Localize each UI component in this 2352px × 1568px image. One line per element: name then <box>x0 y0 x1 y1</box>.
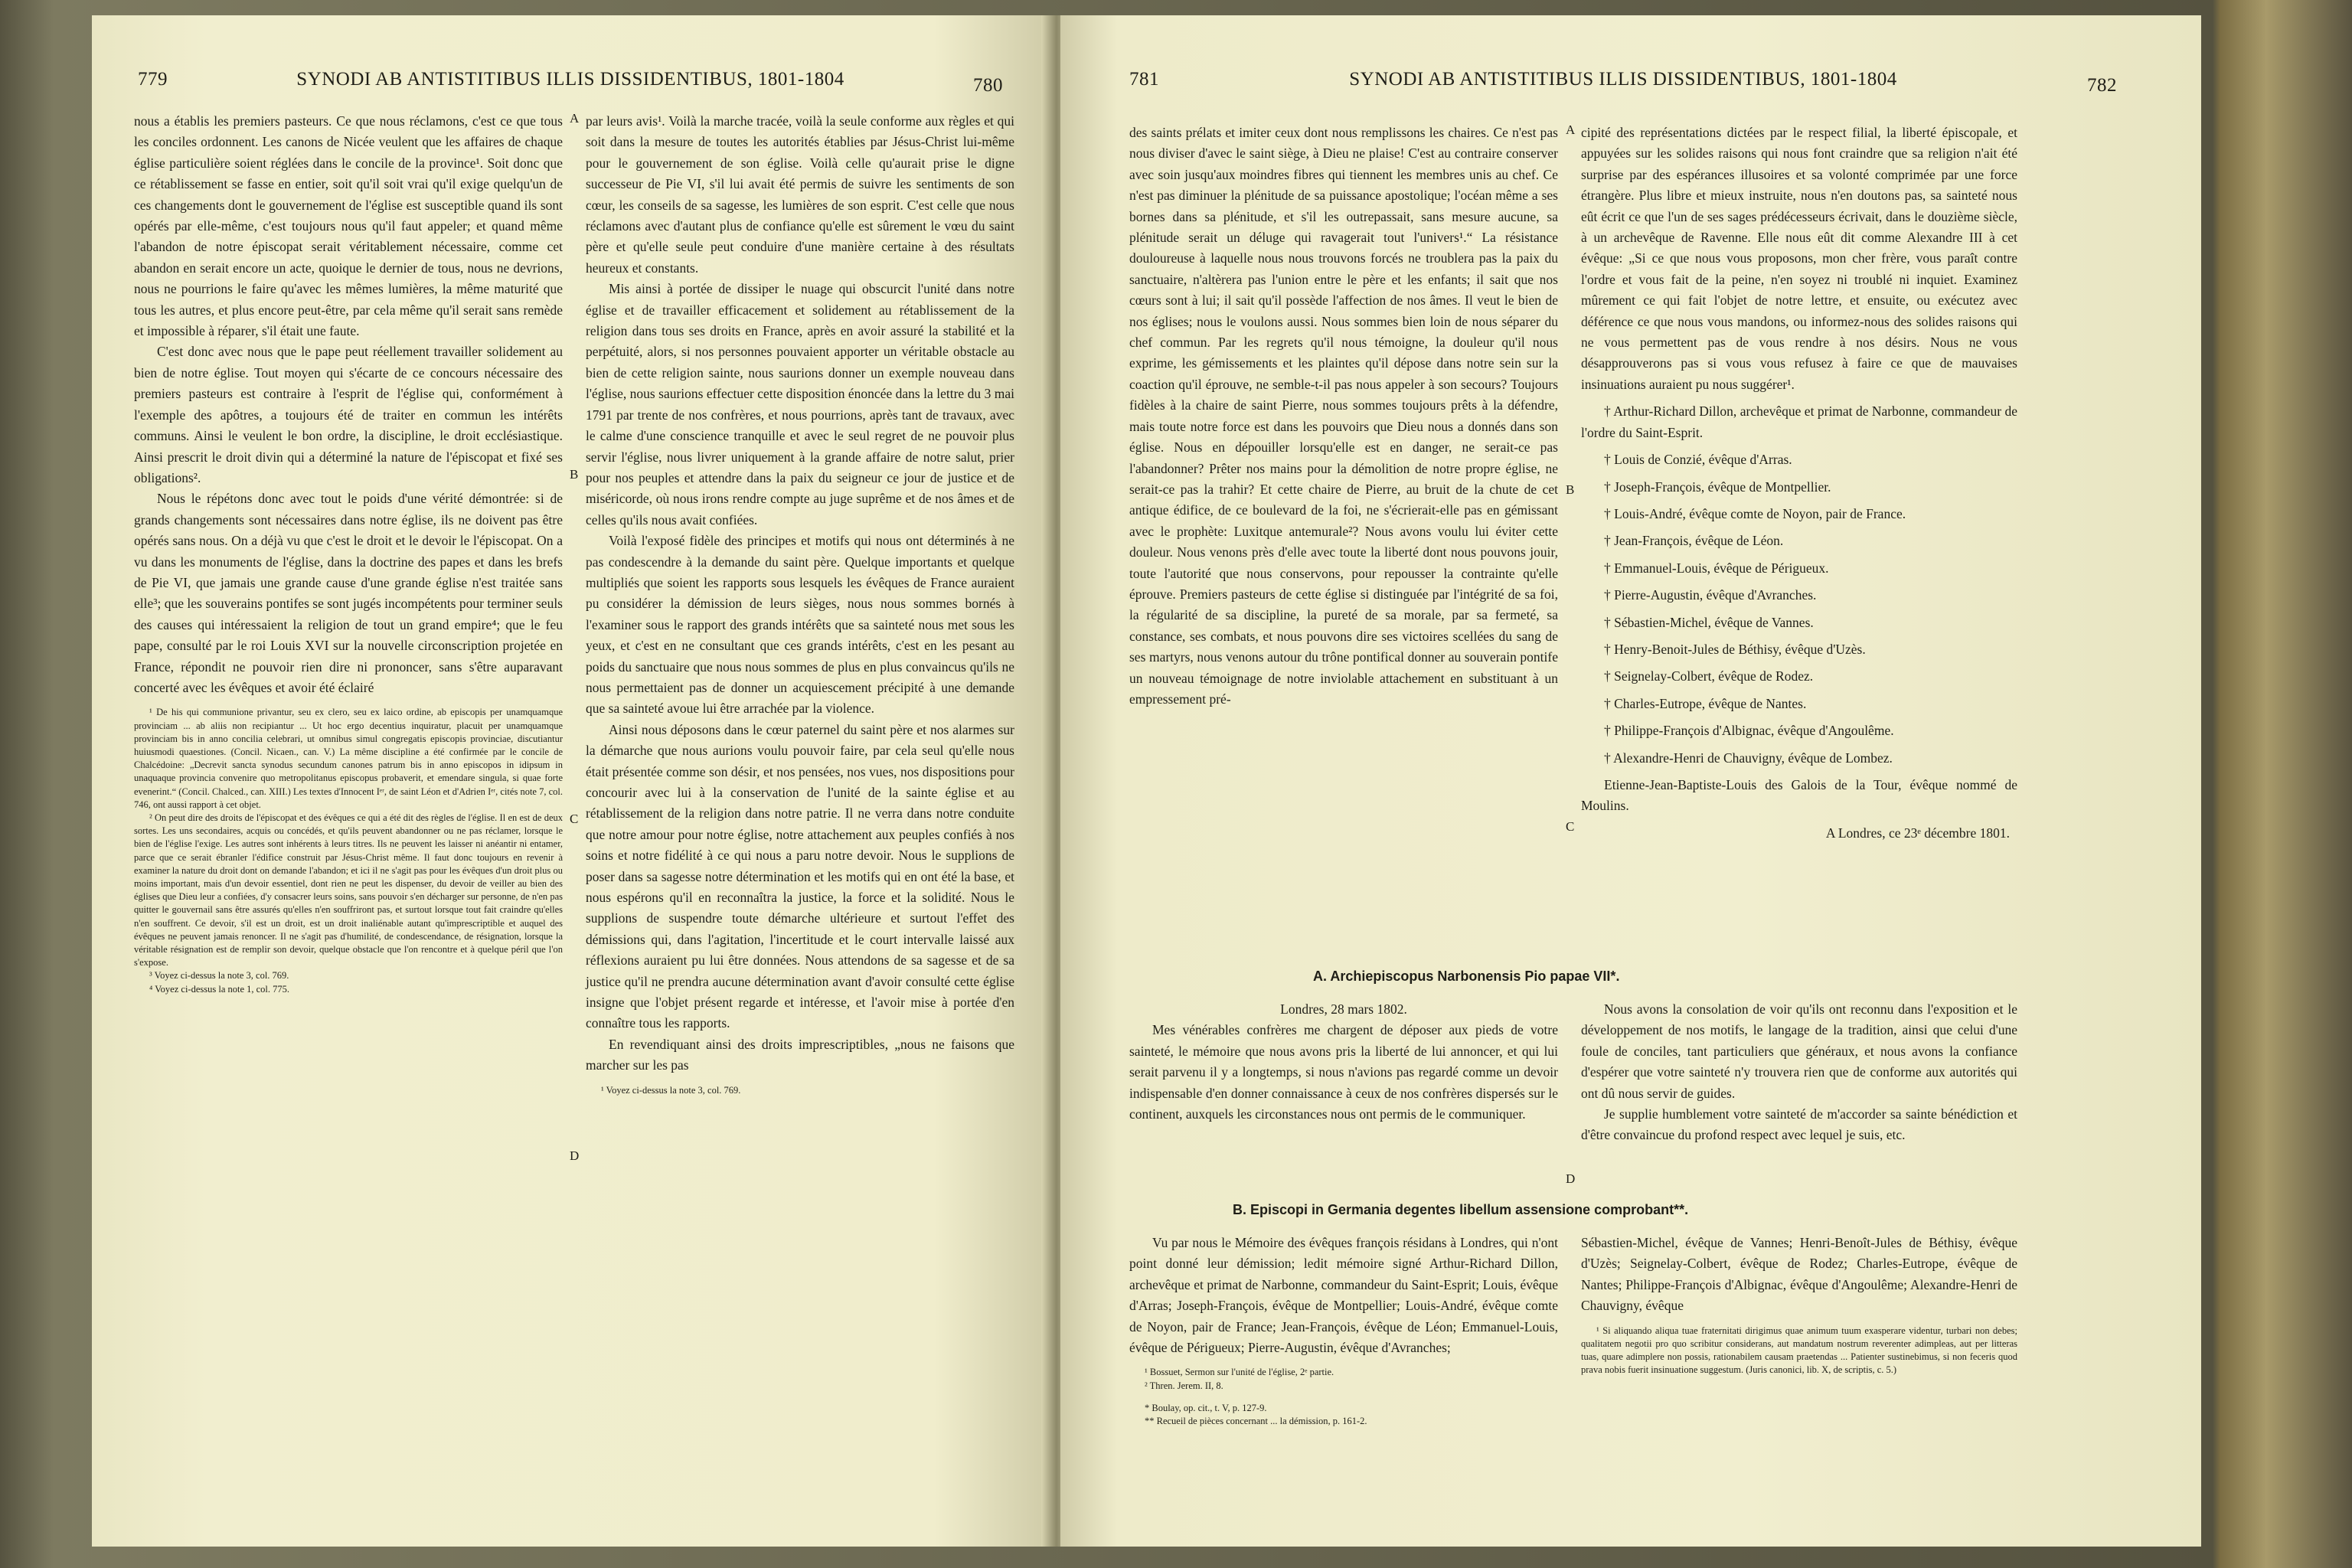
page-number-779: 779 <box>138 69 168 90</box>
footnote: ¹ De his qui communione privantur, seu ex clero, seu ex laico ordine, ab episcopis per unamquamque provinciam ... ab aliis non recipiantur ... Ut hoc ergo decentius inquiratur, placuit per unamquamque provinciam bis in anno concilia celebrari, ut omnibus simul congregatis episcopis provinciae, discutiantur huiusmodi quaestiones. (Concil. Nicaen., can. V.) La même discipline a été confirmée par le concile de Chalcédoine: „Decrevit sancta synodus secundum canones patrum bis in anno episcopos in idipsum in unaquaque provincia convenire quo metropolitanus episcopus probaverit, et emendare singula, si quae forte evenerint.“ (Concil. Chalced., can. XIII.) Les textes d'Innocent Iᵉʳ, de saint Léon et d'Adrien Iᵉʳ, cités note 7, col. 746, ont aussi rapport à cet objet. <box>134 707 563 810</box>
footnote: ¹ Voyez ci-dessus la note 3, col. 769. <box>601 1084 741 1096</box>
margin-marker-d-right: D <box>1566 1171 1576 1186</box>
paragraph: Mes vénérables confrères me chargent de déposer aux pieds de votre sainteté, le mémoire que nous avons pris la liberté de lui annoncer, et qui lui serait parvenu il y a longtemps, si nous n'avions pas regardé comme un devoir indispensable d'en donner connaissance à ceux de nos confrères dispersés sur le continent, auxquels les circonstances nous ont permis de le communiquer. <box>1129 1022 1558 1122</box>
paragraph: Mis ainsi à portée de dissiper le nuage qui obscurcit l'unité dans notre église et de travailler efficacement et solidement au rétablissement de la religion dans tous ses droits en France, après en avoir assuré la stabilité et la perpétuité, alors, si nos personnes pouvaient apporter un véritable obstacle au bien de cette religion sainte, nous saurions donner un exemple nouveau dans l'église, nous saurions effectuer cette disposition énoncée dans la lettre du 3 mai 1791 par trente de nos confrères, et nous pourrions, après tant de travaux, avec le calme d'une conscience tranquille et avec le seul regret de ne pouvoir plus servir l'église, nous livrer uniquement à la grande affaire de notre salut, prier pour nos peuples et attendre dans la paix du seigneur ce jour de justice et de miséricorde, où nous irons rendre compte au juge suprême et de nos âmes et de celles qu'ils nous avait confiées. <box>586 281 1014 528</box>
margin-marker-b-right: B <box>1566 482 1575 497</box>
footnote: ² On peut dire des droits de l'épiscopat et des évêques ce qui a été dit des règles de l'église. Il en est de deux sortes. Les uns secondaires, acquis ou concédés, et qu'ils peuvent abandonner ou ne pas réclamer, lorsque le bien de l'église l'exige. Les autres sont inhérents à leurs titres. Ils ne peuvent les laisser ni anéantir ni entamer, parce que ce serait ébranler l'édifice construit par Jésus-Christ même. Il faut donc toujours en revenir à examiner la nature du droit dont on demande l'abandon; et ici il ne s'agit pas pour les évêques d'un droit plus ou moins important, mais d'un devoir essentiel, dont rien ne peut les dispenser, du devoir de veiller au bien des églises que Dieu leur a confiées, d'y consacrer leurs soins, sans pouvoir s'en décharger sur personne, de n'en pas quitter le gouvernail sans être assurés qu'elles n'en souffriront pas, et surtout lorsque tout fait craindre qu'elles n'en souffrent. Ce devoir, s'il est un droit, est un droit inaliénable autant qu'imprescriptible et auquel des évêques ne peuvent jamais renoncer. Il ne s'agit pas d'humilité, de condescendance, de résignation, lorsque la véritable résignation est de remplir son devoir, quelque obstacle que l'on rencontre et à quelque péril que l'on s'expose. <box>134 812 563 969</box>
margin-marker-a: A <box>570 111 580 126</box>
page-number-780: 780 <box>973 75 1003 96</box>
footnote: ** Recueil de pièces concernant ... la démission, p. 161-2. <box>1145 1416 1367 1427</box>
paragraph: Nous avons la consolation de voir qu'ils ont reconnu dans l'exposition et le développement de nos motifs, le langage de la tradition, ainsi que celui d'une foule de conciles, tant particuliers que généraux, et nous avons la confiance d'espérer que votre sainteté n'y trouvera rien que de conforme aux autorités qui ont dû nous servir de guides. <box>1581 1001 2017 1101</box>
paragraph: Voilà l'exposé fidèle des principes et motifs qui nous ont déterminés à ne pas condescendre à la demande du saint père. Quelque importants et quelque multipliés que soient les rapports sous lesquels les évêques de France auraient pu considérer la démission de leurs sièges, nous nous sommes bornés à l'examiner sous le rapport des grands intérêts que sa sainteté nous met sous les yeux, et c'est en ne consultant que ces grands intérêts, c'est en les pesant au poids du sanctuaire que nous nous sommes de plus en plus convaincus qu'ils ne nous permettaient pas de donner un acquiescement précipité à une demande que sa sainteté avoue lui être arrachée par la violence. <box>586 533 1014 717</box>
page-number-782: 782 <box>2087 75 2117 96</box>
running-title-left: SYNODI AB ANTISTITIBUS ILLIS DISSIDENTIBUS, 1801-1804 <box>296 69 844 90</box>
footnotes-right-col3 <box>1129 1366 1558 1428</box>
running-title-right: SYNODI AB ANTISTITIBUS ILLIS DISSIDENTIBUS, 1801-1804 <box>1349 69 1897 90</box>
paragraph: nous a établis les premiers pasteurs. Ce que nous réclamons, c'est ce que tous les conciles ordonnent. Les canons de Nicée veulent que les affaires de chaque église particulière soient réglées dans le concile de la province¹. Soit donc que ce rétablissement se fasse en entier, soit qu'il soit vrai qu'il exige quelqu'un de ces changements dont le gouvernement de l'église est susceptible quand ils sont opérés par elle-même, c'est toujours nous qu'il faut appeler; et quand même l'abandon de notre épiscopat serait véritablement nécessaire, comme cet abandon en serait encore un acte, quoique le dernier de tous, nous ne devrions, nous ne pourrions le faire qu'avec les mêmes lumières, la même maturité que tous les autres, et plus encore peut-être, par cela même qu'il serait sans remède et impossible à réparer, s'il était une faute. <box>134 113 563 339</box>
section-b-column-3 <box>1129 1233 1558 1428</box>
paragraph: Je supplie humblement votre sainteté de m'accorder sa sainte bénédiction et d'être convaincue du profond respect avec lequel je suis, etc. <box>1581 1106 2017 1143</box>
signature: Etienne-Jean-Baptiste-Louis des Galois de la Tour, évêque nommé de Moulins. <box>1581 776 2017 814</box>
signature: † Arthur-Richard Dillon, archevêque et primat de Narbonne, commandeur de l'ordre du Saint-Esprit. <box>1581 403 2017 440</box>
footnote: ³ Voyez ci-dessus la note 3, col. 769. <box>149 970 289 982</box>
paragraph: par leurs avis¹. Voilà la marche tracée, voilà la seule conforme aux règles et qui soit dans la mesure de toutes les autorités établies par Jésus-Christ lui-même pour le gouvernement de son église. Voilà celle qu'aurait prise le digne successeur de Pie VI, s'il lui avait été permis de suivre les sentiments de son cœur, les conseils de sa sagesse, les lumières de son esprit. C'est celle que nous réclamons avec d'autant plus de confiance qu'elle est sûrement le vœu du saint père et qu'elle seule peut conduire d'une manière certaine à des résultats heureux et constants. <box>586 113 1014 276</box>
footnote: ¹ Si aliquando aliqua tuae fraternitati dirigimus quae animum tuum exasperare videntur, turbari non debes; qualitatem negotii pro quo scribitur considerans, aut mandatum nostrum reverenter adimpleas, aut per litteras tuas, quare adimplere non possis, rationabilem causam praetendas ... Patienter sustinebimus, si non feceris quod prava nobis fuerit insinuatione suggestum. (Juris canonici, lib. X, de scriptis, c. 5.) <box>1581 1325 2017 1376</box>
signature: † Philippe-François d'Albignac, évêque d'Angoulême. <box>1604 723 1894 739</box>
left-running-head <box>138 69 1003 100</box>
heading-section-b: B. Episcopi in Germania degentes libellum assensione comprobant**. <box>1233 1202 1689 1217</box>
paragraph: En revendiquant ainsi des droits imprescriptibles, „nous ne faisons que marcher sur les pas <box>586 1036 1014 1073</box>
footnotes-left-col1 <box>134 706 563 995</box>
footnote: ⁴ Voyez ci-dessus la note 1, col. 775. <box>149 983 290 995</box>
left-column-2 <box>586 111 1014 1097</box>
margin-marker-a-right: A <box>1566 122 1576 137</box>
paragraph: C'est donc avec nous que le pape peut réellement travailler solidement au bien de notre église. Tout moyen qui s'écarte de ce concours nécessaire des premiers pasteurs est contraire à l'esprit de l'église qui, conformément à l'exemple des apôtres, a toujours été de traiter en commun les intérêts communs. Ainsi le veulent le bon ordre, la discipline, le droit ecclésiastique. Ainsi prescrit le droit divin qui a déterminé la nature de l'épiscopat et fixé ses obligations². <box>134 344 563 485</box>
signature: † Charles-Eutrope, évêque de Nantes. <box>1604 695 1807 711</box>
paragraph: Nous le répétons donc avec tout le poids d'une vérité démontrée: si de grands changements sont nécessaires dans notre église, ils ne doivent pas être opérés sans nous. On a déjà vu que c'est le droit et le devoir le l'épiscopat. On a vu dans les monuments de l'église, dans la doctrine des papes et dans les brefs de Pie VI, que jamais une grande cause d'une grande église n'est traitée sans elle³; que les souverains pontifes se sont jugés incompétents pour terminer seuls des causes qui intéressaient la religion de tout un grand empire⁴; que le feu pape, consulté par le roi Louis XVI sur la nouvelle circonscription projetée en France, répondit ne pouvoir rien dire ni prononcer, sans s'être auparavant concerté avec les évêques et avoir été éclairé <box>134 491 563 695</box>
paragraph: des saints prélats et imiter ceux dont nous remplissons les chaires. Ce n'est pas nous diviser d'avec le saint siège, à Dieu ne plaise! C'est au contraire conserver avec soin jusqu'aux moindres fibres qui tiennent les membres unis au chef. Ce n'est pas diminuer la plénitude de sa puissance apostolique; l'océan même a ses bornes dans sa plénitude, et s'il les outrepassait, sans mesure aucune, sa plénitude serait un déluge qui ravagerait tout l'univers¹.“ La résistance douloureuse à laquelle nous nous trouvons forcés ne troublera pas la paix du sanctuaire, n'altèrera pas l'union entre le père et les enfants; il sait que nos cœurs sont à lui; il sait qu'il possède l'affection de nos âmes. Il veut le bien de nos églises; nous le voulons aussi. Nous sommes bien loin de nous séparer du chef commun. Par les regrets qu'il nous témoigne, la douleur qu'il nous exprime, les gémissements et les plaintes qu'il dépose dans notre sein sur la coaction qu'il éprouve, ne semble-t-il pas nous appeler à son secours? Toujours fidèles à la chaire de saint Pierre, nous sommes toujours prêts à la défendre, mais toute notre force est dans les pouvoirs que Dieu nous a donnés dans son église. Nous en dépouiller lorsqu'elle est en danger, ne serait-ce pas l'abandonner? Prêter nos mains pour la démolition de notre propre église, ne serait-ce pas la trahir? Et cette chaire de Pierre, au bruit de la chute de cet antique édifice, de ce boulevard de la foi, ne s'écrierait-elle pas en gémissant avec le prophète: Luxitque antemurale²? Nous avons voulu lui éviter cette douleur. Nous venons près d'elle avec toute la liberté dont nous pouvons jouir, toute l'autorité que nous conservons, pour repousser la contrainte qu'elle éprouve. Premiers pasteurs de cette église si distinguée par l'intégrité de sa foi, la régularité de sa discipline, la pureté de sa morale, par sa fermeté, sa constance, ses combats, et nous pouvons dire ses victoires scellées du sang de ses martyrs, nous venons autour du trône pontifical donner au souverain pontife un nouveau témoignage de notre inviolable attachement en substituant à un empressement pré- <box>1129 125 1558 707</box>
right-running-head <box>1129 69 2117 100</box>
signature: † Pierre-Augustin, évêque d'Avranches. <box>1604 587 1817 603</box>
signature: † Louis-André, évêque comte de Noyon, pair de France. <box>1604 505 1906 521</box>
margin-marker-c-right: C <box>1566 819 1575 834</box>
right-page <box>1060 15 2201 1547</box>
footnotes-right-col4 <box>1581 1325 2017 1377</box>
footnotes-left-col2 <box>586 1084 1014 1097</box>
paragraph: Ainsi nous déposons dans le cœur paternel du saint père et nos alarmes sur la démarche que nous aurions voulu pouvoir faire, par cela seul qu'elle nous était présentée comme son désir, et nos pensées, nos vues, nos dispositions pour concourir avec lui à la conservation de l'unité de la sainte église et au rétablissement de la religion dans notre patrie. Il ne verra dans notre conduite que notre amour pour notre église, notre attachement aux peuples confiés à nos soins et notre fidélité à ce qui nous a paru notre devoir. Nous le supplions de poser dans sa sagesse notre détermination et les motifs qui en ont été la base, et nous espérons qu'il en reconnaîtra la justice, la force et la solidité. Nous le supplions de suspendre toute démarche ultérieure et surtout l'effet des démissions qui, dans l'agitation, l'incertitude et le court intervalle laissé aux réflexions auraient pu lui être données. Nous attendons de sa sagesse et de sa justice qu'il ne prendra aucune détermination avant d'avoir consulté cette église insigne que l'objet présent regarde et intéresse, et l'avoir mise à portée d'en connaître tous les rapports. <box>586 721 1014 1031</box>
signature-date: A Londres, ce 23ᵉ décembre 1801. <box>1825 825 2010 841</box>
margin-marker-d: D <box>570 1148 580 1163</box>
footnote: ¹ Bossuet, Sermon sur l'unité de l'église, 2ᵉ partie. <box>1145 1367 1334 1378</box>
paragraph: cipité des représentations dictées par le respect filial, la liberté épiscopale, et appuyées sur les solides raisons qui nous font craindre que sa religion n'ait été surprise par des espérances illusoires et sa volonté comprimée par une force étrangère. Plus libre et mieux instruite, nous n'en doutons pas, sa sainteté nous eût écrit ce que l'un de ses sages prédécesseurs écrivait, dans le douzième siècle, à un archevêque de Ravenne. Elle nous eût dit comme Alexandre III à cet évêque: „Si ce que nous vous proposons, mon cher frère, vous paraît contre l'ordre et vous fait de la peine, n'en soyez ni troublé ni inquiet. Examinez mûrement ce qui fait l'objet de notre lettre, et ensuite, ou exécutez avec déférence ce que nous vous mandons, ou informez-nous des solides raisons qui ne vous permettent pas de vous rendre à nos désirs. Nous ne vous désapprouverons pas si vous vous refusez à faire ce que de mauvaises insinuations auraient pu nous suggérer¹. <box>1581 125 2017 392</box>
signature: † Alexandre-Henri de Chauvigny, évêque de Lombez. <box>1604 750 1893 766</box>
paragraph: Sébastien-Michel, évêque de Vannes; Henri-Benoît-Jules de Béthisy, évêque d'Uzès; Seignelay-Colbert, évêque de Rodez; Charles-Eutrope, évêque de Nantes; Philippe-François d'Albignac, évêque d'Angoulême; Alexandre-Henri de Chauvigny, évêque <box>1581 1235 2017 1314</box>
section-a-column-4 <box>1581 999 2017 1146</box>
left-page <box>92 15 1049 1547</box>
footnote: ² Thren. Jerem. II, 8. <box>1145 1380 1223 1391</box>
section-a-column-3 <box>1129 999 1558 1125</box>
signature: † Jean-François, évêque de Léon. <box>1604 533 1784 549</box>
margin-marker-c: C <box>570 812 579 826</box>
signature: † Joseph-François, évêque de Montpellier. <box>1604 479 1831 495</box>
signature: † Emmanuel-Louis, évêque de Périgueux. <box>1604 560 1829 576</box>
signature: † Louis de Conzié, évêque d'Arras. <box>1604 452 1792 468</box>
paragraph: Vu par nous le Mémoire des évêques françois résidans à Londres, qui n'ont point donné leur démission; ledit mémoire signé Arthur-Richard Dillon, archevêque et primat de Narbonne, commandeur du Saint-Esprit; Louis, évêque d'Arras; Joseph-François, évêque de Montpellier; Louis-André, évêque comte de Noyon, pair de France; Jean-François, évêque de Léon; Emmanuel-Louis, évêque de Périgueux; Pierre-Augustin, évêque d'Avranches; <box>1129 1235 1558 1356</box>
right-column-3 <box>1129 122 1558 710</box>
signature: † Henry-Benoit-Jules de Béthisy, évêque d'Uzès. <box>1604 641 1866 657</box>
signature: † Sébastien-Michel, évêque de Vannes. <box>1604 614 1814 630</box>
margin-marker-b: B <box>570 467 579 482</box>
left-column-1 <box>134 111 563 996</box>
signature: † Seignelay-Colbert, évêque de Rodez. <box>1604 668 1814 684</box>
heading-section-a: A. Archiepiscopus Narbonensis Pio papae VII*. <box>1313 969 1620 984</box>
right-column-4 <box>1581 122 2017 850</box>
page-number-781: 781 <box>1129 69 1159 90</box>
footnote: * Boulay, op. cit., t. V, p. 127-9. <box>1145 1402 1267 1413</box>
section-a-date: Londres, 28 mars 1802. <box>1280 1001 1407 1017</box>
section-b-column-4 <box>1581 1233 2017 1377</box>
